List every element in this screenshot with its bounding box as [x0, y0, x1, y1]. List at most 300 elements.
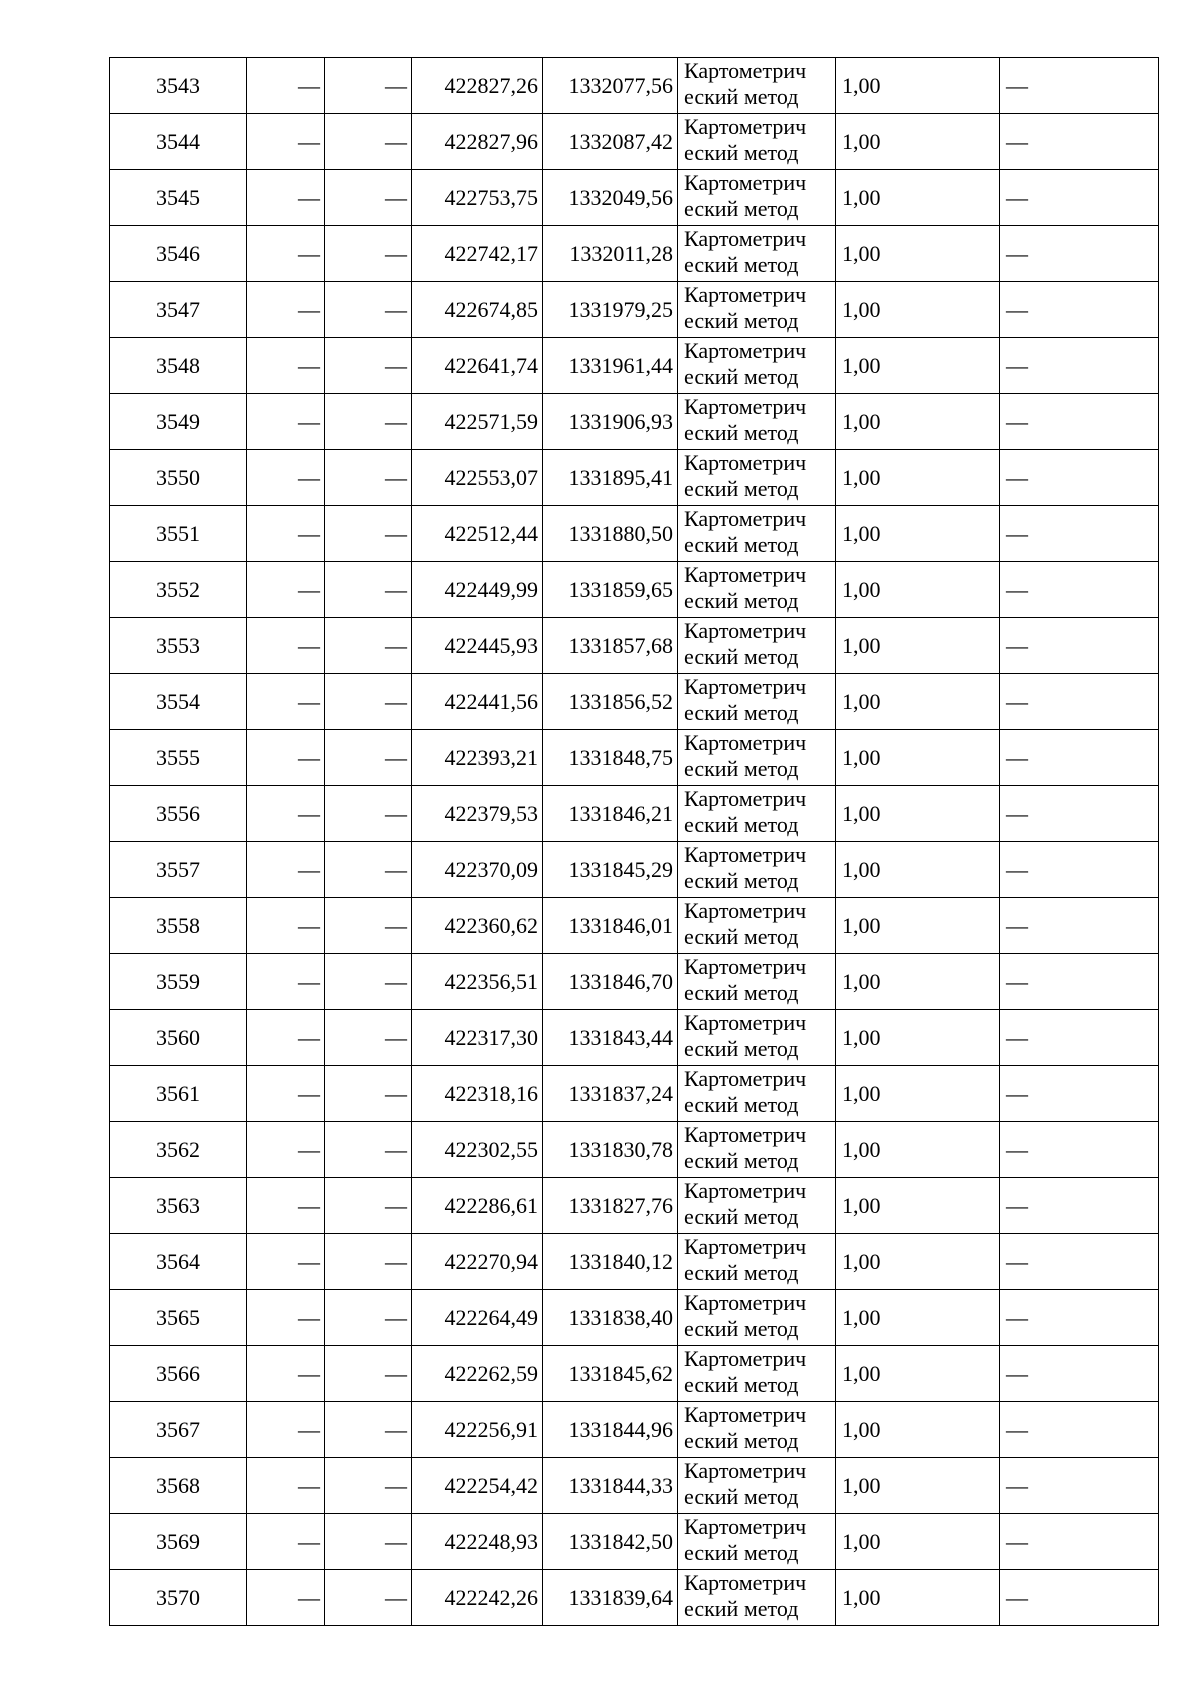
method-text-line-2: еский метод — [684, 868, 799, 893]
x-coordinate-cell: 422317,30 — [412, 1010, 543, 1066]
method-cell — [678, 898, 836, 954]
y-coordinate-cell: 1331857,68 — [543, 618, 678, 674]
x-coordinate-cell: 422827,96 — [412, 114, 543, 170]
empty-dash-cell: — — [247, 786, 325, 842]
y-coordinate-cell: 1332087,42 — [543, 114, 678, 170]
description-cell: — — [1000, 1178, 1159, 1234]
method-text-line-1: Картометрич — [684, 114, 807, 139]
method-text-line-2: еский метод — [684, 1092, 799, 1117]
description-cell: — — [1000, 170, 1159, 226]
x-coordinate-cell: 422248,93 — [412, 1514, 543, 1570]
point-number-cell: 3551 — [110, 506, 247, 562]
empty-dash-cell: — — [325, 394, 412, 450]
x-coordinate-cell: 422356,51 — [412, 954, 543, 1010]
empty-dash-cell: — — [247, 506, 325, 562]
description-cell: — — [1000, 506, 1159, 562]
accuracy-cell: 1,00 — [836, 338, 1000, 394]
description-cell: — — [1000, 58, 1159, 114]
accuracy-cell: 1,00 — [836, 1346, 1000, 1402]
x-coordinate-cell: 422571,59 — [412, 394, 543, 450]
description-cell: — — [1000, 1122, 1159, 1178]
description-cell: — — [1000, 226, 1159, 282]
accuracy-cell: 1,00 — [836, 674, 1000, 730]
empty-dash-cell: — — [247, 170, 325, 226]
x-coordinate-cell: 422254,42 — [412, 1458, 543, 1514]
point-number-cell: 3546 — [110, 226, 247, 282]
description-cell: — — [1000, 618, 1159, 674]
empty-dash-cell: — — [247, 1178, 325, 1234]
description-cell: — — [1000, 954, 1159, 1010]
accuracy-cell: 1,00 — [836, 1402, 1000, 1458]
empty-dash-cell: — — [247, 1234, 325, 1290]
accuracy-cell: 1,00 — [836, 1010, 1000, 1066]
empty-dash-cell: — — [325, 898, 412, 954]
empty-dash-cell: — — [325, 282, 412, 338]
x-coordinate-cell: 422302,55 — [412, 1122, 543, 1178]
empty-dash-cell: — — [247, 1066, 325, 1122]
accuracy-cell: 1,00 — [836, 730, 1000, 786]
point-number-cell: 3547 — [110, 282, 247, 338]
method-cell — [678, 1290, 836, 1346]
accuracy-cell: 1,00 — [836, 170, 1000, 226]
table-row — [110, 282, 1159, 338]
point-number-cell: 3565 — [110, 1290, 247, 1346]
table-row — [110, 1066, 1159, 1122]
point-number-cell: 3569 — [110, 1514, 247, 1570]
method-cell — [678, 1234, 836, 1290]
method-cell — [678, 1402, 836, 1458]
table-row — [110, 1290, 1159, 1346]
table-row — [110, 226, 1159, 282]
x-coordinate-cell: 422270,94 — [412, 1234, 543, 1290]
empty-dash-cell: — — [325, 114, 412, 170]
point-number-cell: 3560 — [110, 1010, 247, 1066]
empty-dash-cell: — — [325, 450, 412, 506]
x-coordinate-cell: 422286,61 — [412, 1178, 543, 1234]
empty-dash-cell: — — [325, 618, 412, 674]
empty-dash-cell: — — [247, 1570, 325, 1626]
table-row — [110, 394, 1159, 450]
description-cell: — — [1000, 1514, 1159, 1570]
accuracy-cell: 1,00 — [836, 450, 1000, 506]
empty-dash-cell: — — [247, 1346, 325, 1402]
method-text-line-1: Картометрич — [684, 618, 807, 643]
table-row — [110, 338, 1159, 394]
point-number-cell: 3556 — [110, 786, 247, 842]
method-text-line-1: Картометрич — [684, 282, 807, 307]
table-row — [110, 1178, 1159, 1234]
method-cell — [678, 114, 836, 170]
accuracy-cell: 1,00 — [836, 1066, 1000, 1122]
description-cell: — — [1000, 1346, 1159, 1402]
table-row — [110, 58, 1159, 114]
y-coordinate-cell: 1331846,70 — [543, 954, 678, 1010]
y-coordinate-cell: 1331961,44 — [543, 338, 678, 394]
table-body — [110, 58, 1159, 1626]
method-text-line-2: еский метод — [684, 84, 799, 109]
empty-dash-cell: — — [247, 730, 325, 786]
empty-dash-cell: — — [325, 1570, 412, 1626]
empty-dash-cell: — — [247, 618, 325, 674]
table-row — [110, 842, 1159, 898]
table-row — [110, 1514, 1159, 1570]
y-coordinate-cell: 1331842,50 — [543, 1514, 678, 1570]
description-cell: — — [1000, 394, 1159, 450]
empty-dash-cell: — — [325, 226, 412, 282]
y-coordinate-cell: 1331846,21 — [543, 786, 678, 842]
method-text-line-2: еский метод — [684, 420, 799, 445]
y-coordinate-cell: 1331906,93 — [543, 394, 678, 450]
point-number-cell: 3570 — [110, 1570, 247, 1626]
table-row — [110, 1570, 1159, 1626]
y-coordinate-cell: 1331843,44 — [543, 1010, 678, 1066]
y-coordinate-cell: 1331979,25 — [543, 282, 678, 338]
y-coordinate-cell: 1331844,96 — [543, 1402, 678, 1458]
accuracy-cell: 1,00 — [836, 562, 1000, 618]
x-coordinate-cell: 422441,56 — [412, 674, 543, 730]
empty-dash-cell: — — [325, 1178, 412, 1234]
table-row — [110, 1234, 1159, 1290]
method-cell — [678, 1346, 836, 1402]
empty-dash-cell: — — [325, 1346, 412, 1402]
empty-dash-cell: — — [247, 282, 325, 338]
accuracy-cell: 1,00 — [836, 618, 1000, 674]
description-cell: — — [1000, 898, 1159, 954]
y-coordinate-cell: 1331839,64 — [543, 1570, 678, 1626]
method-text-line-1: Картометрич — [684, 1066, 807, 1091]
y-coordinate-cell: 1331846,01 — [543, 898, 678, 954]
accuracy-cell: 1,00 — [836, 1290, 1000, 1346]
accuracy-cell: 1,00 — [836, 114, 1000, 170]
coordinates-table — [109, 57, 1159, 1626]
method-text-line-2: еский метод — [684, 1036, 799, 1061]
point-number-cell: 3543 — [110, 58, 247, 114]
empty-dash-cell: — — [325, 1010, 412, 1066]
empty-dash-cell: — — [325, 338, 412, 394]
description-cell: — — [1000, 786, 1159, 842]
method-cell — [678, 1178, 836, 1234]
point-number-cell: 3558 — [110, 898, 247, 954]
method-text-line-1: Картометрич — [684, 506, 807, 531]
description-cell: — — [1000, 338, 1159, 394]
method-text-line-2: еский метод — [684, 364, 799, 389]
empty-dash-cell: — — [247, 58, 325, 114]
table-row — [110, 1346, 1159, 1402]
method-text-line-1: Картометрич — [684, 58, 807, 83]
empty-dash-cell: — — [247, 562, 325, 618]
y-coordinate-cell: 1331827,76 — [543, 1178, 678, 1234]
method-text-line-1: Картометрич — [684, 842, 807, 867]
method-text-line-2: еский метод — [684, 700, 799, 725]
method-text-line-2: еский метод — [684, 1316, 799, 1341]
method-cell — [678, 282, 836, 338]
table-row — [110, 1122, 1159, 1178]
empty-dash-cell: — — [325, 786, 412, 842]
empty-dash-cell: — — [325, 674, 412, 730]
x-coordinate-cell: 422674,85 — [412, 282, 543, 338]
table-row — [110, 618, 1159, 674]
empty-dash-cell: — — [247, 1402, 325, 1458]
x-coordinate-cell: 422318,16 — [412, 1066, 543, 1122]
method-text-line-1: Картометрич — [684, 1290, 807, 1315]
method-text-line-1: Картометрич — [684, 226, 807, 251]
table-row — [110, 786, 1159, 842]
empty-dash-cell: — — [325, 1458, 412, 1514]
method-text-line-2: еский метод — [684, 1204, 799, 1229]
x-coordinate-cell: 422449,99 — [412, 562, 543, 618]
description-cell: — — [1000, 730, 1159, 786]
method-text-line-2: еский метод — [684, 644, 799, 669]
accuracy-cell: 1,00 — [836, 1514, 1000, 1570]
description-cell: — — [1000, 1066, 1159, 1122]
empty-dash-cell: — — [325, 954, 412, 1010]
table-row — [110, 170, 1159, 226]
point-number-cell: 3555 — [110, 730, 247, 786]
point-number-cell: 3566 — [110, 1346, 247, 1402]
point-number-cell: 3553 — [110, 618, 247, 674]
description-cell: — — [1000, 674, 1159, 730]
empty-dash-cell: — — [325, 1234, 412, 1290]
accuracy-cell: 1,00 — [836, 1122, 1000, 1178]
method-text-line-2: еский метод — [684, 1540, 799, 1565]
empty-dash-cell: — — [325, 562, 412, 618]
y-coordinate-cell: 1331845,29 — [543, 842, 678, 898]
method-text-line-2: еский метод — [684, 196, 799, 221]
method-text-line-2: еский метод — [684, 812, 799, 837]
point-number-cell: 3561 — [110, 1066, 247, 1122]
y-coordinate-cell: 1331840,12 — [543, 1234, 678, 1290]
description-cell: — — [1000, 1234, 1159, 1290]
x-coordinate-cell: 422370,09 — [412, 842, 543, 898]
x-coordinate-cell: 422827,26 — [412, 58, 543, 114]
table-row — [110, 730, 1159, 786]
y-coordinate-cell: 1332077,56 — [543, 58, 678, 114]
x-coordinate-cell: 422379,53 — [412, 786, 543, 842]
x-coordinate-cell: 422256,91 — [412, 1402, 543, 1458]
method-text-line-2: еский метод — [684, 1260, 799, 1285]
point-number-cell: 3544 — [110, 114, 247, 170]
empty-dash-cell: — — [247, 1122, 325, 1178]
method-text-line-2: еский метод — [684, 532, 799, 557]
method-cell — [678, 506, 836, 562]
description-cell: — — [1000, 1010, 1159, 1066]
point-number-cell: 3554 — [110, 674, 247, 730]
empty-dash-cell: — — [247, 226, 325, 282]
empty-dash-cell: — — [247, 1458, 325, 1514]
method-text-line-1: Картометрич — [684, 562, 807, 587]
point-number-cell: 3567 — [110, 1402, 247, 1458]
empty-dash-cell: — — [247, 1010, 325, 1066]
method-cell — [678, 730, 836, 786]
description-cell: — — [1000, 1458, 1159, 1514]
method-text-line-1: Картометрич — [684, 954, 807, 979]
x-coordinate-cell: 422445,93 — [412, 618, 543, 674]
table-row — [110, 898, 1159, 954]
method-text-line-2: еский метод — [684, 140, 799, 165]
x-coordinate-cell: 422742,17 — [412, 226, 543, 282]
method-text-line-1: Картометрич — [684, 450, 807, 475]
method-cell — [678, 954, 836, 1010]
x-coordinate-cell: 422512,44 — [412, 506, 543, 562]
method-cell — [678, 1458, 836, 1514]
method-text-line-1: Картометрич — [684, 674, 807, 699]
method-text-line-1: Картометрич — [684, 1402, 807, 1427]
accuracy-cell: 1,00 — [836, 226, 1000, 282]
point-number-cell: 3552 — [110, 562, 247, 618]
method-text-line-1: Картометрич — [684, 1234, 807, 1259]
empty-dash-cell: — — [247, 450, 325, 506]
point-number-cell: 3545 — [110, 170, 247, 226]
method-text-line-2: еский метод — [684, 924, 799, 949]
y-coordinate-cell: 1332049,56 — [543, 170, 678, 226]
method-text-line-1: Картометрич — [684, 730, 807, 755]
point-number-cell: 3550 — [110, 450, 247, 506]
method-text-line-1: Картометрич — [684, 1346, 807, 1371]
y-coordinate-cell: 1331837,24 — [543, 1066, 678, 1122]
method-text-line-1: Картометрич — [684, 1458, 807, 1483]
point-number-cell: 3568 — [110, 1458, 247, 1514]
description-cell: — — [1000, 282, 1159, 338]
y-coordinate-cell: 1331838,40 — [543, 1290, 678, 1346]
method-cell — [678, 1122, 836, 1178]
accuracy-cell: 1,00 — [836, 506, 1000, 562]
method-text-line-2: еский метод — [684, 1596, 799, 1621]
y-coordinate-cell: 1331845,62 — [543, 1346, 678, 1402]
y-coordinate-cell: 1331895,41 — [543, 450, 678, 506]
y-coordinate-cell: 1331844,33 — [543, 1458, 678, 1514]
empty-dash-cell: — — [247, 1290, 325, 1346]
method-text-line-1: Картометрич — [684, 1178, 807, 1203]
accuracy-cell: 1,00 — [836, 1570, 1000, 1626]
empty-dash-cell: — — [325, 730, 412, 786]
point-number-cell: 3563 — [110, 1178, 247, 1234]
accuracy-cell: 1,00 — [836, 842, 1000, 898]
x-coordinate-cell: 422264,49 — [412, 1290, 543, 1346]
method-text-line-2: еский метод — [684, 1484, 799, 1509]
empty-dash-cell: — — [325, 1402, 412, 1458]
accuracy-cell: 1,00 — [836, 954, 1000, 1010]
table-row — [110, 1010, 1159, 1066]
method-text-line-2: еский метод — [684, 1372, 799, 1397]
table-row — [110, 1458, 1159, 1514]
point-number-cell: 3559 — [110, 954, 247, 1010]
method-cell — [678, 674, 836, 730]
description-cell: — — [1000, 114, 1159, 170]
empty-dash-cell: — — [247, 674, 325, 730]
method-cell — [678, 1514, 836, 1570]
method-text-line-2: еский метод — [684, 1148, 799, 1173]
accuracy-cell: 1,00 — [836, 58, 1000, 114]
point-number-cell: 3557 — [110, 842, 247, 898]
table-row — [110, 450, 1159, 506]
method-text-line-1: Картометрич — [684, 1010, 807, 1035]
empty-dash-cell: — — [325, 1122, 412, 1178]
method-text-line-1: Картометрич — [684, 1514, 807, 1539]
method-text-line-1: Картометрич — [684, 1570, 807, 1595]
description-cell: — — [1000, 562, 1159, 618]
empty-dash-cell: — — [247, 842, 325, 898]
accuracy-cell: 1,00 — [836, 282, 1000, 338]
method-text-line-2: еский метод — [684, 980, 799, 1005]
description-cell: — — [1000, 1402, 1159, 1458]
y-coordinate-cell: 1332011,28 — [543, 226, 678, 282]
accuracy-cell: 1,00 — [836, 1234, 1000, 1290]
method-text-line-1: Картометрич — [684, 786, 807, 811]
table-row — [110, 562, 1159, 618]
method-text-line-1: Картометрич — [684, 898, 807, 923]
description-cell: — — [1000, 450, 1159, 506]
table-row — [110, 114, 1159, 170]
x-coordinate-cell: 422641,74 — [412, 338, 543, 394]
empty-dash-cell: — — [247, 394, 325, 450]
empty-dash-cell: — — [247, 1514, 325, 1570]
method-cell — [678, 338, 836, 394]
method-cell — [678, 618, 836, 674]
y-coordinate-cell: 1331859,65 — [543, 562, 678, 618]
method-cell — [678, 786, 836, 842]
method-cell — [678, 450, 836, 506]
y-coordinate-cell: 1331856,52 — [543, 674, 678, 730]
empty-dash-cell: — — [325, 170, 412, 226]
method-text-line-1: Картометрич — [684, 338, 807, 363]
method-text-line-1: Картометрич — [684, 170, 807, 195]
table-row — [110, 1402, 1159, 1458]
empty-dash-cell: — — [325, 842, 412, 898]
x-coordinate-cell: 422753,75 — [412, 170, 543, 226]
method-text-line-2: еский метод — [684, 756, 799, 781]
description-cell: — — [1000, 1290, 1159, 1346]
empty-dash-cell: — — [325, 58, 412, 114]
empty-dash-cell: — — [247, 338, 325, 394]
empty-dash-cell: — — [325, 1514, 412, 1570]
table-row — [110, 674, 1159, 730]
x-coordinate-cell: 422262,59 — [412, 1346, 543, 1402]
empty-dash-cell: — — [325, 506, 412, 562]
point-number-cell: 3564 — [110, 1234, 247, 1290]
method-text-line-2: еский метод — [684, 588, 799, 613]
y-coordinate-cell: 1331880,50 — [543, 506, 678, 562]
point-number-cell: 3562 — [110, 1122, 247, 1178]
method-cell — [678, 842, 836, 898]
method-text-line-1: Картометрич — [684, 394, 807, 419]
method-cell — [678, 394, 836, 450]
empty-dash-cell: — — [325, 1066, 412, 1122]
empty-dash-cell: — — [325, 1290, 412, 1346]
method-cell — [678, 170, 836, 226]
method-text-line-2: еский метод — [684, 308, 799, 333]
point-number-cell: 3548 — [110, 338, 247, 394]
method-cell — [678, 1010, 836, 1066]
method-text-line-1: Картометрич — [684, 1122, 807, 1147]
x-coordinate-cell: 422360,62 — [412, 898, 543, 954]
table-row — [110, 954, 1159, 1010]
point-number-cell: 3549 — [110, 394, 247, 450]
empty-dash-cell: — — [247, 954, 325, 1010]
x-coordinate-cell: 422553,07 — [412, 450, 543, 506]
empty-dash-cell: — — [247, 898, 325, 954]
accuracy-cell: 1,00 — [836, 394, 1000, 450]
method-cell — [678, 226, 836, 282]
accuracy-cell: 1,00 — [836, 1458, 1000, 1514]
empty-dash-cell: — — [247, 114, 325, 170]
y-coordinate-cell: 1331848,75 — [543, 730, 678, 786]
method-text-line-2: еский метод — [684, 1428, 799, 1453]
description-cell: — — [1000, 842, 1159, 898]
method-cell — [678, 58, 836, 114]
x-coordinate-cell: 422393,21 — [412, 730, 543, 786]
accuracy-cell: 1,00 — [836, 786, 1000, 842]
method-cell — [678, 562, 836, 618]
